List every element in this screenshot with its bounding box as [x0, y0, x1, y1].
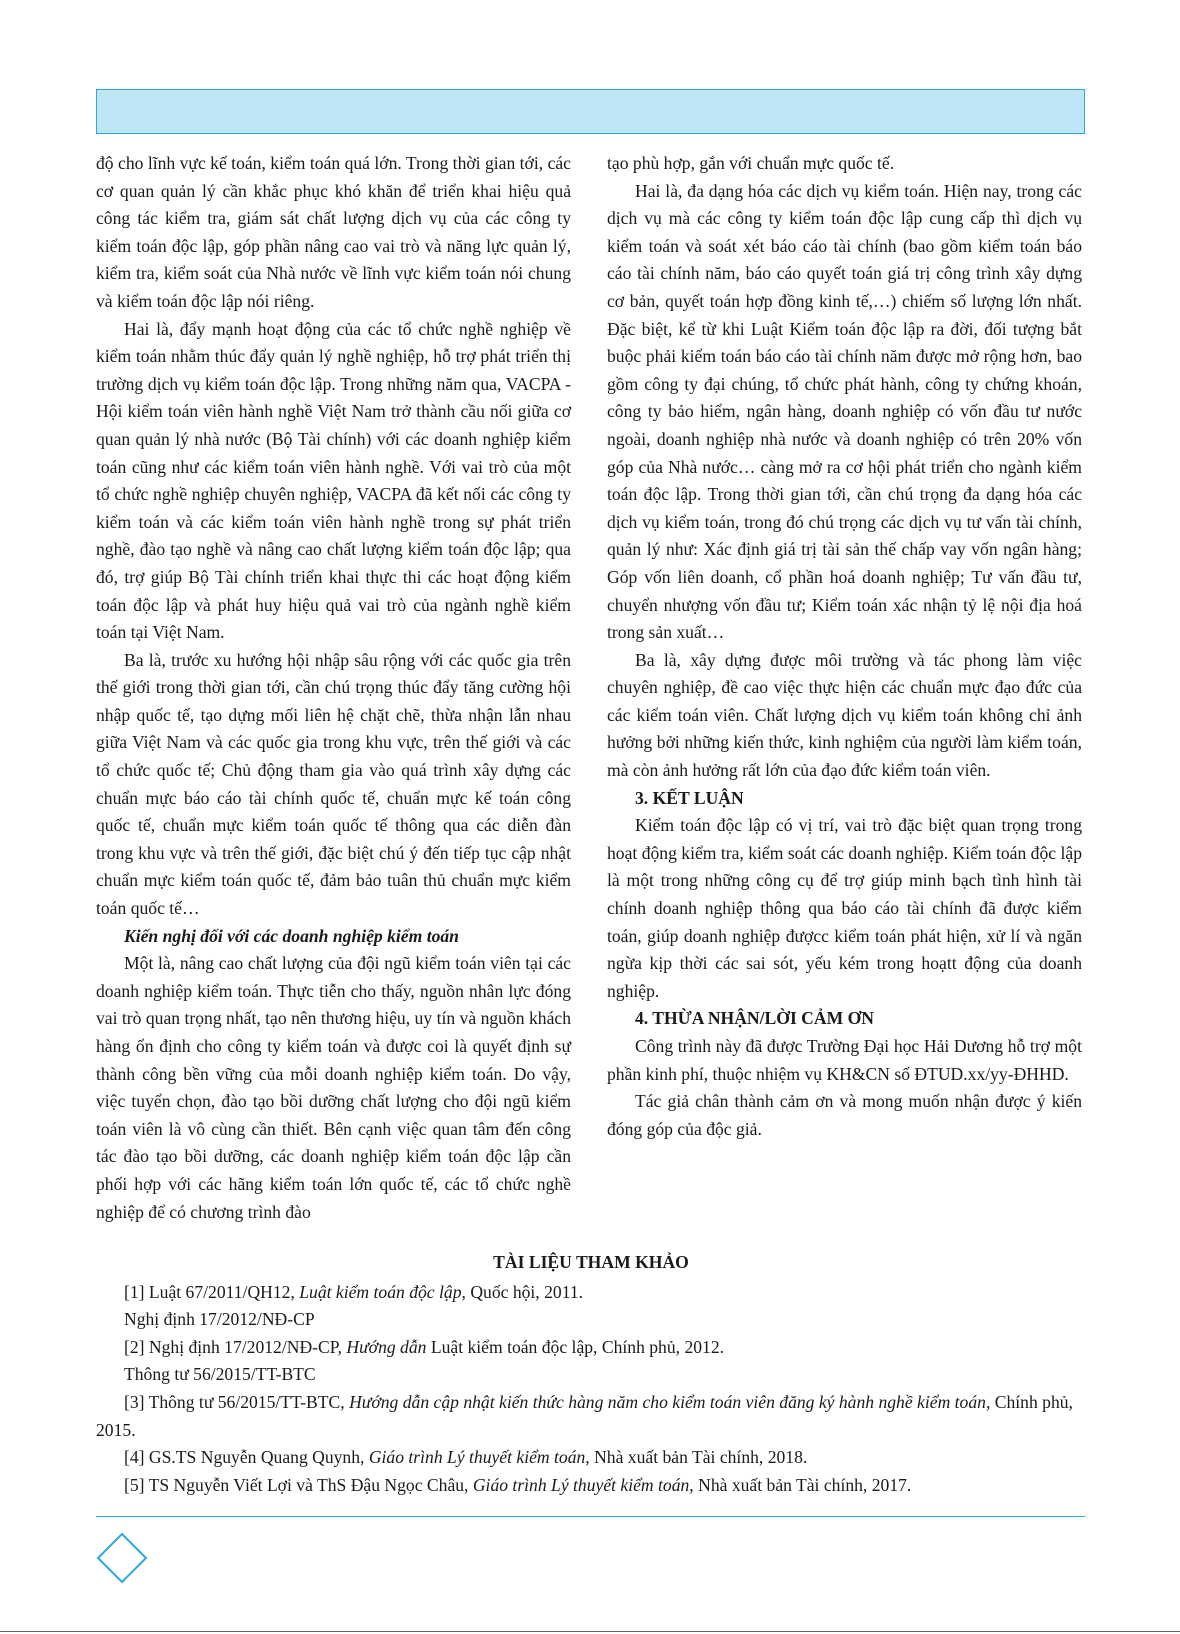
diamond-icon [96, 1532, 148, 1584]
section-heading: 3. KẾT LUẬN [635, 787, 744, 808]
references-title: TÀI LIỆU THAM KHẢO [493, 1252, 689, 1272]
paragraph: Một là, nâng cao chất lượng của đội ngũ kiểm toán viên tại các doanh nghiệp kiểm toán. Thực tiễn cho thấy, nguồn nhân lực đóng vai trò quan trọng nhất, tạo nên thương hiệu, uy tín và nguồn khách hàng ổn định cho công ty kiểm toán và được coi là quyết định sự thành công bền vững của mỗi doanh nghiệp kiểm toán. Do vậy, việc tuyển chọn, đào tạo bồi dưỡng chất lượng cho đội ngũ kiểm toán viên là vô cùng cần thiết. Bên cạnh việc quan tâm đến công tác đào tạo bồi dưỡng, các doanh nghiệp kiểm toán độc lập cần phối hợp với các hãng kiểm toán lớn quốc tế, các tổ chức nghề nghiệp để có chương trình đào [96, 953, 571, 1222]
paragraph: độ cho lĩnh vực kế toán, kiểm toán quá lớn. Trong thời gian tới, các cơ quan quản lý cần khắc phục khó khăn để triển khai hiệu quả công tác kiểm tra, giám sát chất lượng dịch vụ của các công ty kiểm toán độc lập, góp phần nâng cao vai trò và năng lực quản lý, kiểm tra, kiểm soát của Nhà nước về lĩnh vực kiểm toán nói chung và kiểm toán độc lập nói riêng. [96, 153, 571, 311]
paragraph: Công trình này đã được Trường Đại học Hải Dương hỗ trợ một phần kinh phí, thuộc nhiệm vụ KH&CN số ĐTUD.xx/yy-ĐHHD. [607, 1036, 1082, 1084]
paragraph: Hai là, đa dạng hóa các dịch vụ kiểm toán. Hiện nay, trong các dịch vụ mà các công ty kiểm toán độc lập cung cấp thì dịch vụ kiểm toán và soát xét báo cáo tài chính (bao gồm kiểm toán báo cáo tài chính năm, báo cáo quyết toán giá trị công trình xây dựng cơ bản, quyết toán hợp đồng kinh tế,…) chiếm số lượng lớn nhất. Đặc biệt, kể từ khi Luật Kiểm toán độc lập ra đời, đối tượng bắt buộc phải kiểm toán báo cáo tài chính năm được mở rộng hơn, bao gồm công ty đại chúng, tổ chức phát hành, công ty chứng khoán, công ty bảo hiểm, ngân hàng, doanh nghiệp có vốn đầu tư nước ngoài, doanh nghiệp nhà nước và doanh nghiệp có trên 20% vốn góp của Nhà nước… càng mở ra cơ hội phát triển cho ngành kiểm toán độc lập. Trong thời gian tới, cần chú trọng đa dạng hóa các dịch vụ kiểm toán, trong đó chú trọng các dịch vụ tư vấn tài chính, quản lý như: Xác định giá trị tài sản thế chấp vay vốn ngân hàng; Góp vốn liên doanh, cổ phần hoá doanh nghiệp; Tư vấn đầu tư, chuyển nhượng vốn đầu tư; Kiểm toán xác nhận tỷ lệ nội địa hoá trong sản xuất… [607, 180, 1082, 643]
left-column [96, 150, 571, 1226]
reference-note: Thông tư 56/2015/TT-BTC [124, 1364, 316, 1385]
right-column [607, 150, 1082, 1143]
reference-item: [3] Thông tư 56/2015/TT-BTC, Hướng dẫn cập nhật kiến thức hàng năm cho kiểm toán viên đăng ký hành nghề kiểm toán, Chính phủ, 2015. [96, 1391, 1073, 1440]
page-bottom-rule [0, 1631, 1180, 1632]
section-heading: 4. THỪA NHẬN/LỜI CẢM ƠN [635, 1008, 874, 1029]
reference-item: [1] Luật 67/2011/QH12, Luật kiểm toán độc lập, Quốc hội, 2011. [124, 1281, 584, 1302]
reference-item: [2] Nghị định 17/2012/NĐ-CP, Hướng dẫn Luật kiểm toán độc lập, Chính phủ, 2012. [124, 1336, 725, 1357]
subheading: Kiến nghị đối với các doanh nghiệp kiểm toán [124, 925, 459, 946]
references-section [96, 1249, 1086, 1499]
footer-rule [96, 1516, 1085, 1517]
reference-note: Nghị định 17/2012/NĐ-CP [124, 1309, 315, 1330]
paragraph: Ba là, trước xu hướng hội nhập sâu rộng với các quốc gia trên thế giới trong thời gian tới, cần chú trọng thúc đẩy tăng cường hội nhập quốc tế, tạo dựng mối liên hệ chặt chẽ, thừa nhận lẫn nhau giữa Việt Nam và các quốc gia trong khu vực, trên thế giới và các tổ chức quốc tế; Chủ động tham gia vào quá trình xây dựng các chuẩn mực báo cáo tài chính quốc tế, chuẩn mực kế toán công quốc tế, chuẩn mực kiểm toán quốc tế thông qua các diễn đàn trong khu vực và trên thế giới, đặc biệt chú ý đến tiếp tục cập nhật chuẩn mực kiểm toán quốc tế, đảm bảo tuân thủ chuẩn mực kiểm toán quốc tế… [96, 649, 571, 919]
paragraph: Kiểm toán độc lập có vị trí, vai trò đặc biệt quan trọng trong hoạt động kiểm tra, kiểm soát các doanh nghiệp. Kiểm toán độc lập là một trong những công cụ để trợ giúp minh bạch tình hình tài chính doanh nghiệp thông qua báo cáo tài chính đã được kiểm toán, giúp doanh nghiệp đượcc kiểm toán phát hiện, xử lí và ngăn ngừa kịp thời các sai sót, yếu kém trong hoạtt động của doanh nghiệp. [607, 815, 1082, 1001]
paragraph: tạo phù hợp, gắn với chuẩn mực quốc tế. [607, 153, 895, 173]
reference-item: [4] GS.TS Nguyễn Quang Quynh, Giáo trình Lý thuyết kiểm toán, Nhà xuất bản Tài chính, 2018. [124, 1447, 808, 1468]
reference-item: [5] TS Nguyễn Viết Lợi và ThS Đậu Ngọc Châu, Giáo trình Lý thuyết kiểm toán, Nhà xuất bản Tài chính, 2017. [124, 1474, 912, 1495]
paragraph: Tác giả chân thành cảm ơn và mong muốn nhận được ý kiến đóng góp của độc giả. [607, 1091, 1082, 1139]
paragraph: Ba là, xây dựng được môi trường và tác phong làm việc chuyên nghiệp, đề cao việc thực hiện các chuẩn mực đạo đức của các kiểm toán viên. Chất lượng dịch vụ kiểm toán không chỉ ảnh hưởng bởi những kiến thức, kinh nghiệm của người làm kiểm toán, mà còn ảnh hưởng rất lớn của đạo đức kiểm toán viên. [607, 649, 1082, 781]
header-band [96, 89, 1085, 134]
paragraph: Hai là, đẩy mạnh hoạt động của các tổ chức nghề nghiệp về kiểm toán nhằm thúc đẩy quản lý nghề nghiệp, hỗ trợ phát triển thị trường dịch vụ kiểm toán độc lập. Trong những năm qua, VACPA - Hội kiểm toán viên hành nghề Việt Nam trở thành cầu nối giữa cơ quan quản lý nhà nước (Bộ Tài chính) với các doanh nghiệp kiểm toán cũng như các kiểm toán viên hành nghề. Với vai trò của một tổ chức nghề nghiệp chuyên nghiệp, VACPA đã kết nối các công ty kiểm toán và các kiểm toán viên hành nghề trong sự phát triển nghề, đào tạo nghề và nâng cao chất lượng kiểm toán độc lập; qua đó, trợ giúp Bộ Tài chính triển khai thực thi các hoạt động kiểm toán độc lập và phát huy hiệu quả vai trò của ngành nghề kiểm toán tại Việt Nam. [96, 318, 571, 643]
